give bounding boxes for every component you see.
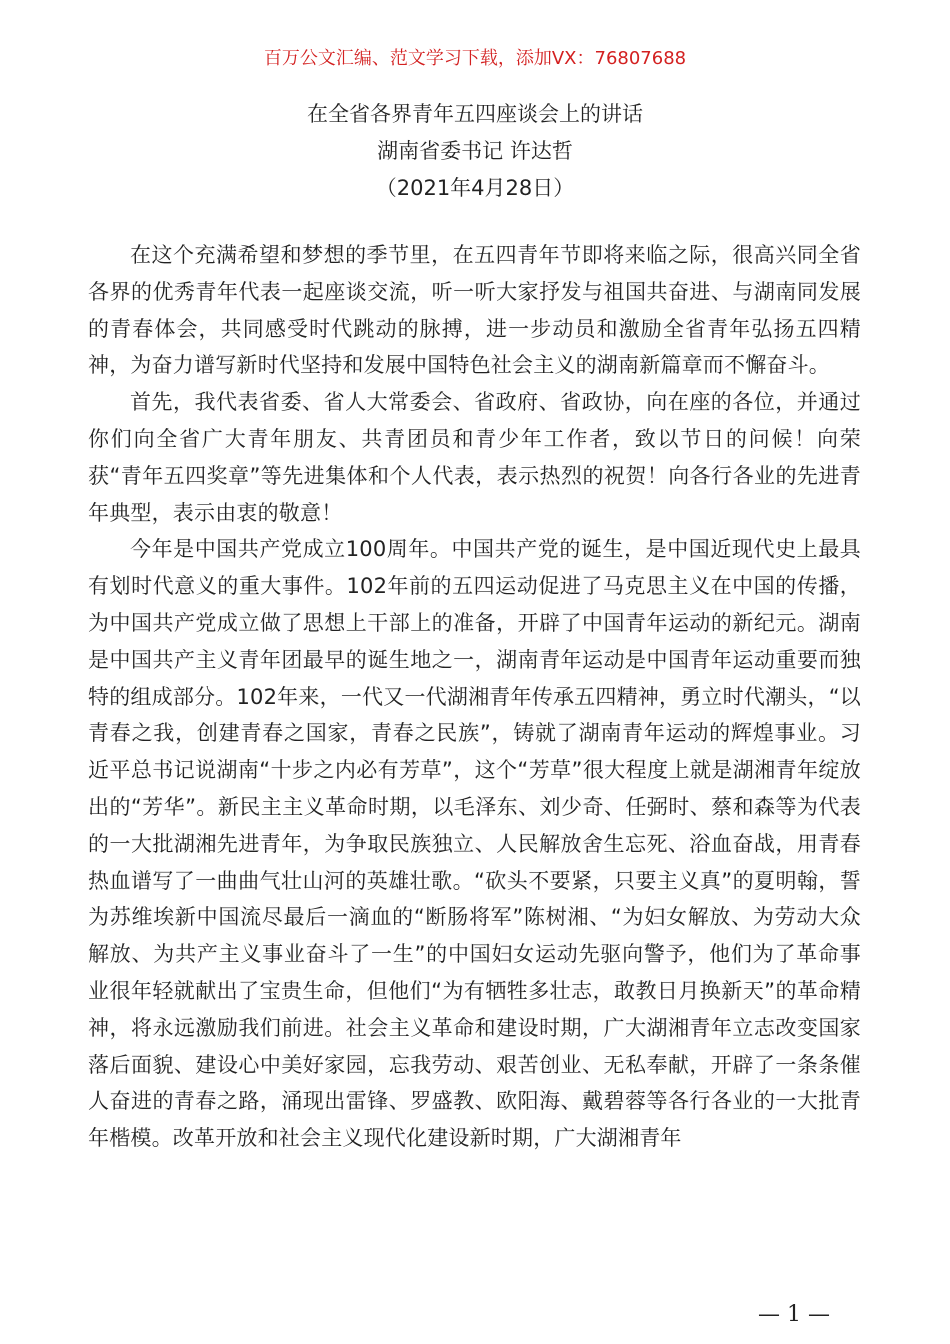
speech-date: （2021年4月28日）	[375, 176, 575, 200]
document-title: 在全省各界青年五四座谈会上的讲话	[307, 102, 643, 126]
paragraph: 在这个充满希望和梦想的季节里，在五四青年节即将来临之际，很高兴同全省各界的优秀青年代表一起座谈交流，听一听大家抒发与祖国共奋进、与湖南同发展的青春体会，共同感受时代跳动的脉搏，进一步动员和激励全省青年弘扬五四精神，为奋力谱写新时代坚持和发展中国特色社会主义的湖南新篇章而不懈奋斗。	[88, 243, 861, 378]
page-number: — 1 —	[758, 1302, 830, 1327]
speaker-line: 湖南省委书记 许达哲	[377, 139, 573, 163]
watermark-banner: 百万公文汇编、范文学习下载，添加VX：76807688	[263, 48, 687, 69]
paragraph: 今年是中国共产党成立100周年。中国共产党的诞生，是中国近现代史上最具有划时代意义的重大事件。102年前的五四运动促进了马克思主义在中国的传播，为中国共产党成立做了思想上干部上的准备，开辟了中国青年运动的新纪元。湖南是中国共产主义青年团最早的诞生地之一，湖南青年运动是中国青年运动重要而独特的组成部分。102年来，一代又一代湖湘青年传承五四精神，勇立时代潮头，“以青春之我，创建青春之国家，青春之民族”，铸就了湖南青年运动的辉煌事业。习近平总书记说湖南“十步之内必有芳草”，这个“芳草”很大程度上就是湖湘青年绽放出的“芳华”。新民主主义革命时期，以毛泽东、刘少奇、任弼时、蔡和森等为代表的一大批湖湘先进青年，为争取民族独立、人民解放舍生忘死、浴血奋战，用青春热血谱写了一曲曲气壮山河的英雄壮歌。“砍头不要紧，只要主义真”的夏明翰，誓为苏维埃新中国流尽最后一滴血的“断肠将军”陈树湘、“为妇女解放、为劳动大众解放、为共产主义事业奋斗了一生”的中国妇女运动先驱向警予，他们为了革命事业很年轻就献出了宝贵生命，但他们“为有牺牲多壮志，敢教日月换新天”的革命精神，将永远激励我们前进。社会主义革命和建设时期，广大湖湘青年立志改变国家落后面貌、建设心中美好家园，忘我劳动、艰苦创业、无私奉献，开辟了一条条催人奋进的青春之路，涌现出雷锋、罗盛教、欧阳海、戴碧蓉等各行各业的一大批青年楷模。改革开放和社会主义现代化建设新时期，广大湖湘青年	[88, 537, 861, 1151]
paragraph: 首先，我代表省委、省人大常委会、省政府、省政协，向在座的各位，并通过你们向全省广大青年朋友、共青团员和青少年工作者，致以节日的问候！向荣获“青年五四奖章”等先进集体和个人代表，表示热烈的祝贺！向各行各业的先进青年典型，表示由衷的敬意！	[88, 390, 861, 525]
document-body	[88, 237, 861, 1157]
document-header	[0, 96, 950, 207]
